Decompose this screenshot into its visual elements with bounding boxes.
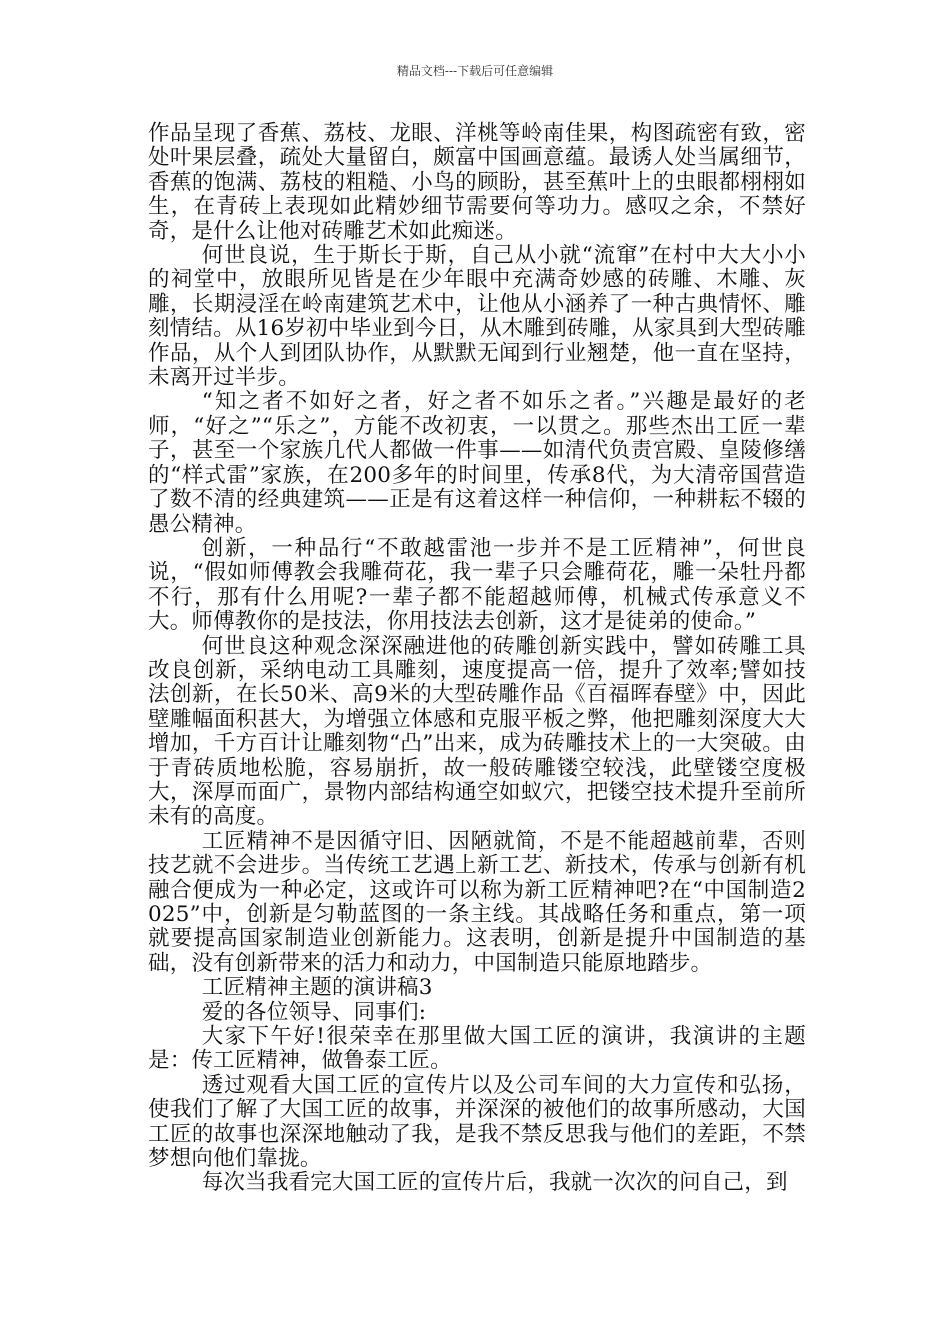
paragraph: 大家下午好!很荣幸在那里做大国工匠的演讲，我演讲的主题是：传工匠精神，做鲁泰工匠。 [148, 1024, 806, 1074]
page-header: 精品文档---下载后可任意编辑 [396, 64, 554, 78]
paragraph: 何世良这种观念深深融进他的砖雕创新实践中，譬如砖雕工具改良创新，采纳电动工具雕刻，速度提高一倍，提升了效率;譬如技法创新，在长50米、高9米的大型砖雕作品《百福晖春壁》中，因此壁雕幅面积甚大，为增强立体感和克服平板之弊，他把雕刻深度大大增加，千方百计让雕刻物“凸”出来，成为砖雕技术上的一大突破。由于青砖质地松脆，容易崩折，故一般砖雕镂空较浅，此壁镂空度极大，深厚而面广，景物内部结构通空如蚁穴，把镂空技术提升至前所未有的高度。 [148, 633, 806, 830]
paragraph: 作品呈现了香蕉、荔枝、龙眼、洋桃等岭南佳果，构图疏密有致，密处叶果层叠，疏处大量留白，颇富中国画意蕴。最诱人处当属细节，香蕉的饱满、荔枝的粗糙、小鸟的顾盼，甚至蕉叶上的虫眼都栩栩如生，在青砖上表现如此精妙细节需要何等功力。感叹之余，不禁好奇，是什么让他对砖雕艺术如此痴迷。 [148, 121, 806, 244]
salutation: 爱的各位领导、同事们: [201, 999, 427, 1025]
document-body [148, 122, 806, 1196]
paragraph: 工匠精神不是因循守旧、因陋就简，不是不能超越前辈，否则技艺就不会进步。当传统工艺遇上新工艺、新技术，传承与创新有机融合便成为一种必定，这或许可以称为新工匠精神吧?在“中国制造2025”中，创新是匀勒蓝图的一条主线。其战略任务和重点，第一项就要提高国家制造业创新能力。这表明，创新是提升中国制造的基础，没有创新带来的活力和动力，中国制造只能原地踏步。 [148, 828, 806, 976]
paragraph: 创新，一种品行“不敢越雷池一步并不是工匠精神”，何世良说，“假如师傅教会我雕荷花，我一辈子只会雕荷花，雕一朵牡丹都不行，那有什么用呢?一辈子都不能超越师傅，机械式传承意义不大。师傅教你的是技法，你用技法去创新，这才是徒弟的使命。” [148, 535, 806, 635]
paragraph: 每次当我看完大国工匠的宣传片后，我就一次次的问自己，到 [201, 1170, 788, 1196]
paragraph: 透过观看大国工匠的宣传片以及公司车间的大力宣传和弘扬，使我们了解了大国工匠的故事，并深深的被他们的故事所感动，大国工匠的故事也深深地触动了我，是我不禁反思我与他们的差距，不禁梦想向他们靠拢。 [148, 1072, 806, 1172]
section-heading: 工匠精神主题的演讲稿3 [201, 975, 433, 1001]
paragraph: “知之者不如好之者，好之者不如乐之者。”兴趣是最好的老师，“好之”“乐之”，方能不改初衷，一以贯之。那些杰出工匠一辈子，甚至一个家族几代人都做一件事——如清代负责宫殿、皇陵修缮的“样式雷”家族，在200多年的时间里，传承8代，为大清帝国营造了数不清的经典建筑——正是有这着这样一种信仰，一种耕耘不辍的愚公精神。 [148, 389, 806, 537]
paragraph: 何世良说，生于斯长于斯，自己从小就“流窜”在村中大大小小的祠堂中，放眼所见皆是在少年眼中充满奇妙感的砖雕、木雕、灰雕，长期浸淫在岭南建筑艺术中，让他从小涵养了一种古典情怀、雕刻情结。从16岁初中毕业到今日，从木雕到砖雕，从家具到大型砖雕作品，从个人到团队协作，从默默无闻到行业翘楚，他一直在坚持，未离开过半步。 [148, 243, 806, 391]
